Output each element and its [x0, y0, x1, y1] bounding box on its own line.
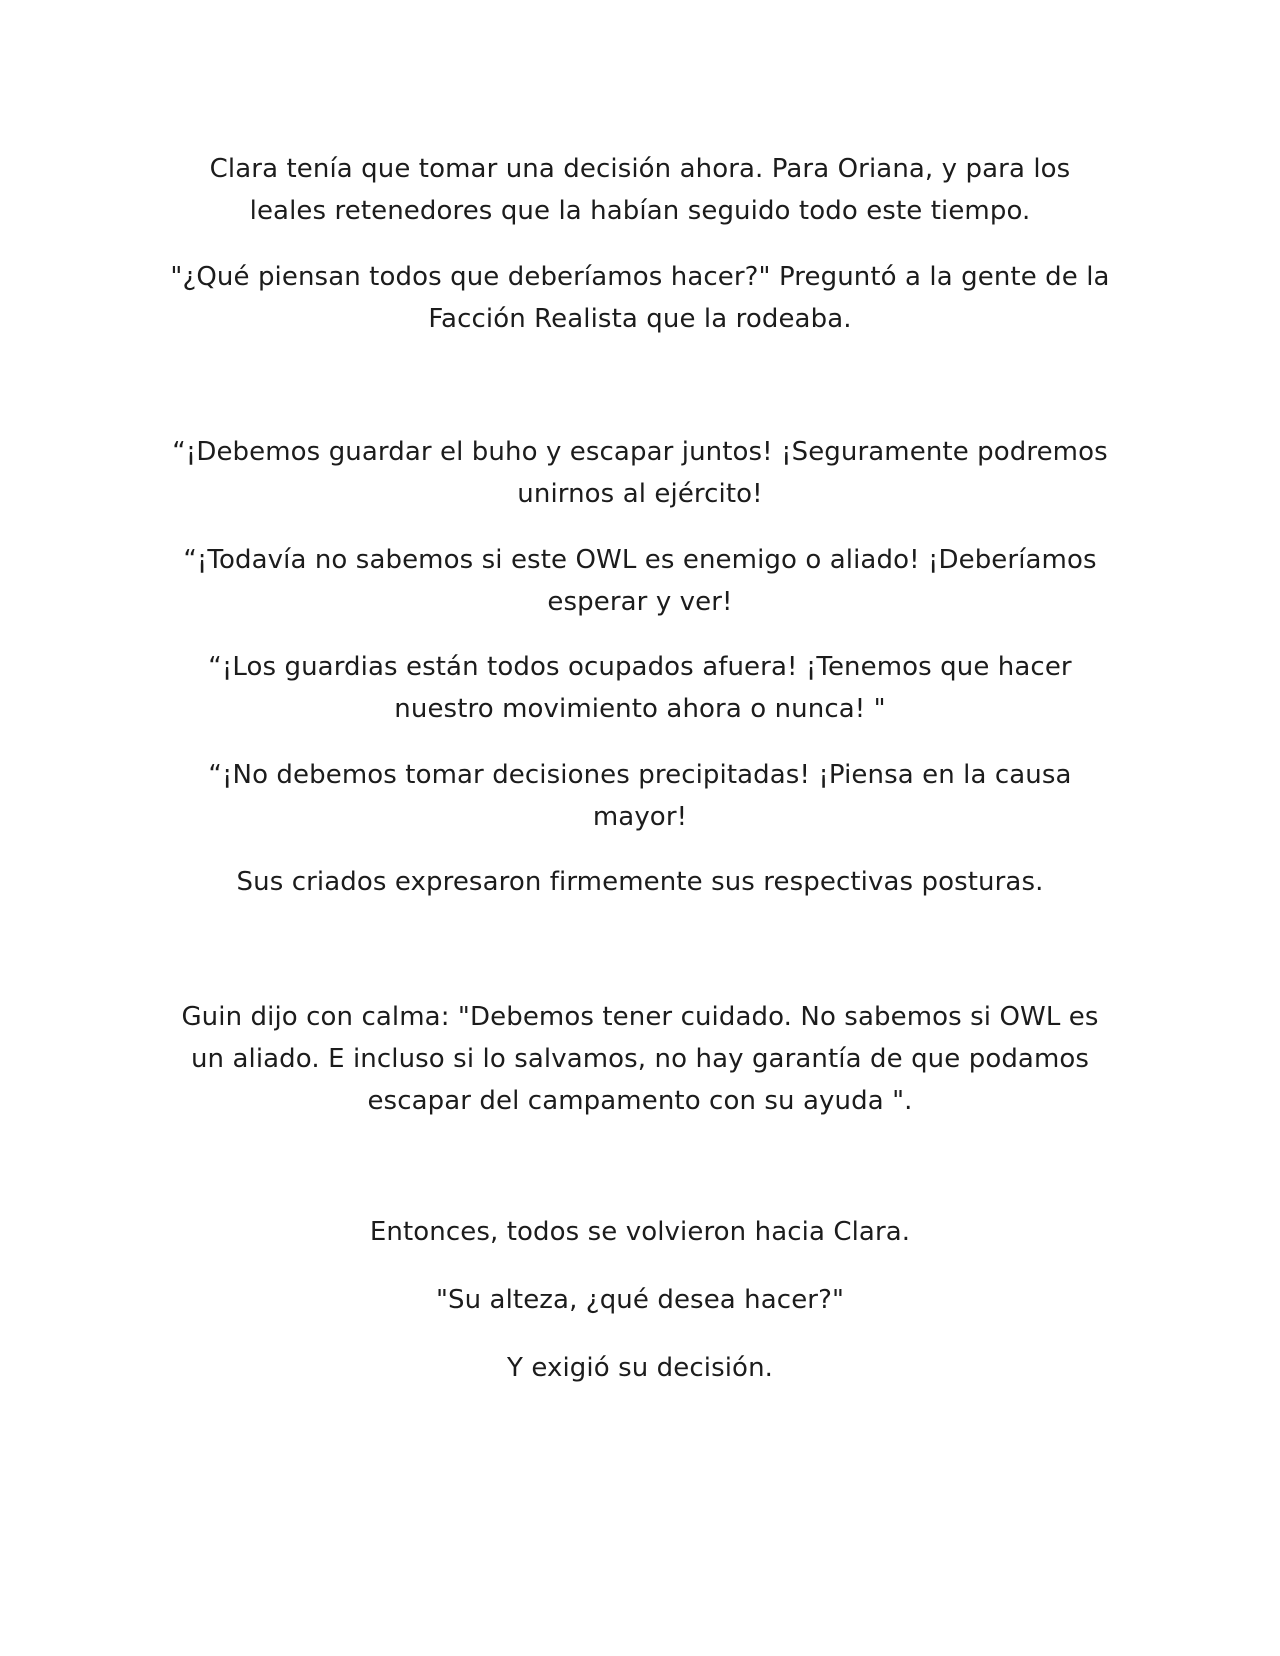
paragraph-retainer-escape: “¡Debemos guardar el buho y escapar juntos! ¡Seguramente podremos unirnos al ejército!: [172, 437, 1108, 509]
paragraph-demanded-decision: Y exigió su decisión.: [506, 1353, 774, 1383]
paragraph-guin-caution: Guin dijo con calma: "Debemos tener cuidado. No sabemos si OWL es un aliado. E incluso si lo salvamos, no hay garantía de que podamos escapar del campamento con su ayuda ".: [181, 1002, 1099, 1116]
paragraph-all-turn: Entonces, todos se volvieron hacia Clara.: [369, 1217, 911, 1247]
paragraph-retainer-wait: “¡Todavía no sabemos si este OWL es enemigo o aliado! ¡Deberíamos esperar y ver!: [183, 545, 1097, 617]
paragraph-clara-question: "¿Qué piensan todos que deberíamos hacer?" Preguntó a la gente de la Facción Realista que la rodeaba.: [170, 262, 1110, 334]
paragraph-highness-question: "Su alteza, ¿qué desea hacer?": [435, 1285, 845, 1315]
paragraph-retainer-cause: “¡No debemos tomar decisiones precipitadas! ¡Piensa en la causa mayor!: [208, 760, 1072, 832]
paragraph-retainer-now: “¡Los guardias están todos ocupados afuera! ¡Tenemos que hacer nuestro movimiento ahora o nunca! ": [208, 652, 1072, 724]
paragraph-servants-stances: Sus criados expresaron firmemente sus respectivas posturas.: [236, 867, 1044, 897]
paragraph-clara-decision: Clara tenía que tomar una decisión ahora. Para Oriana, y para los leales retenedores que la habían seguido todo este tiempo.: [209, 154, 1071, 226]
